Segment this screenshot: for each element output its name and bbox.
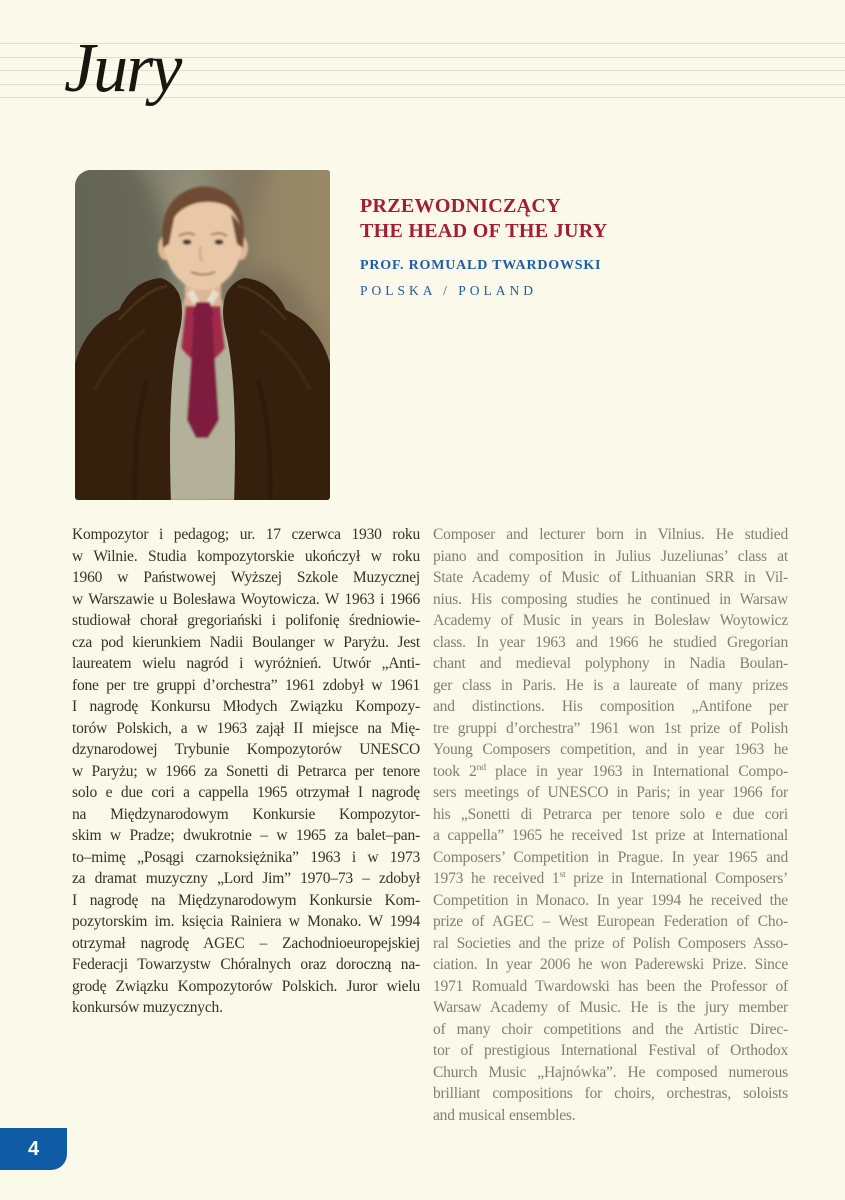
bio-line: ral Societies and the prize of Polish Composers Asso- — [433, 934, 788, 952]
role-line-english: THE HEAD OF THE JURY — [360, 220, 608, 242]
bio-line: of many choir competitions and the Artistic Direc- — [433, 1020, 788, 1038]
bio-line: I nagrodę na Międzynarodowym Konkursie Kom- — [72, 891, 420, 909]
bio-line: Composer and lecturer born in Vilnius. He studied — [433, 526, 788, 543]
bio-line: State Academy of Music of Lithuanian SRR in Vil- — [433, 569, 788, 586]
bio-polish-column — [72, 524, 420, 1019]
role-line-polish: PRZEWODNICZĄCY — [360, 195, 561, 217]
page-number: 4 — [27, 1137, 40, 1160]
juror-name: PROF. ROMUALD TWARDOWSKI — [360, 258, 602, 273]
bio-line: na Międzynarodowym Konkursie Kompozytor- — [72, 805, 420, 823]
bio-line: ger class in Paris. He is a laureate of many prizes — [433, 676, 788, 694]
bio-line: Church Music „Hajnówka”. He composed numerous — [433, 1063, 788, 1081]
bio-line: Young Composers competition, and in year 1963 he — [433, 741, 788, 758]
bio-line: prize of AGEC – West European Federation of Cho- — [433, 913, 788, 930]
bio-line: ciation. In year 2006 he won Paderewski Prize. Since — [433, 956, 788, 973]
bio-line: konkursów muzycznych. — [72, 999, 223, 1016]
bio-line: w Paryżu; w 1966 za Sonetti di Petrarca per tenore — [72, 762, 420, 780]
bio-line: and musical ensembles. — [433, 1106, 576, 1124]
bio-line: Federacji Towarzystw Chóralnych oraz doroczną na- — [72, 956, 420, 973]
bio-line: tor of prestigious International Festival of Orthodox — [433, 1042, 788, 1059]
bio-line: Academy of Music in years in Bolesław Woytowicz — [433, 612, 788, 629]
bio-line: brilliant compositions for choirs, orchestras, soloists — [433, 1085, 788, 1102]
page-title: Jury — [64, 30, 181, 107]
bio-line: class. In year 1963 and 1966 he studied Gregorian — [433, 633, 788, 651]
bio-line: pozytorskim im. księcia Rainiera w Monako. W 1994 — [72, 913, 420, 930]
portrait-photo-graphic — [75, 170, 330, 500]
bio-line: otrzymał nagrodę AGEC – Zachodnioeuropejskiej — [72, 934, 420, 952]
juror-country: POLSKA / POLAND — [360, 283, 538, 298]
bio-line: sers meetings of UNESCO in Paris; in year 1966 for — [433, 784, 788, 801]
bio-line: Composers’ Competition in Prague. In year 1965 and — [433, 848, 788, 866]
bio-line: grodę Związku Kompozytorów Polskich. Juror wielu — [72, 977, 420, 995]
bio-line: piano and composition in Julius Juzeliunas’ class at — [433, 547, 788, 565]
bio-line: tre gruppi d’orchestra” 1961 won 1st prize of Polish — [433, 719, 788, 737]
bio-line: laureatem wielu nagród i wyróżnień. Utwór „Anti- — [72, 655, 420, 672]
bio-line: skim w Pradze; dwukrotnie – w 1965 za balet–pan- — [72, 827, 420, 844]
bio-line: 1973 he received 1st prize in International Composers’ — [433, 868, 788, 887]
bio-line: torów Polskich, a w 1963 zajął II miejsce na Mię- — [72, 719, 420, 737]
bio-line: dzynarodowej Trybunie Kompozytorów UNESCO — [72, 741, 420, 758]
bio-line: Kompozytor i pedagog; ur. 17 czerwca 1930 roku — [72, 526, 420, 543]
bio-line: took 2nd place in year 1963 in International Compo- — [433, 761, 789, 780]
bio-line: w Warszawie u Bolesława Woytowicza. W 1963 i 1966 — [72, 590, 420, 608]
bio-line: studiował chorał gregoriański i polifonię średniowie- — [72, 612, 420, 629]
bio-line: 1971 Romuald Twardowski has been the Professor of — [433, 977, 788, 995]
bio-line: Warsaw Academy of Music. He is the jury member — [433, 999, 788, 1016]
bio-line: za dramat muzyczny „Lord Jim” 1970–73 – zdobył — [72, 870, 420, 887]
bio-line: a cappella” 1965 he received 1st prize at International — [433, 827, 788, 844]
bio-line: cza pod kierunkiem Nadii Boulanger w Paryżu. Jest — [72, 633, 420, 651]
bio-line: fone per tre gruppi d’orchestra” 1961 zdobył w 1961 — [72, 676, 420, 694]
bio-line: his „Sonetti di Petrarca per tenore solo e due cori — [433, 805, 788, 823]
bio-line: to–mimę „Posągi czarnoksiężnika” 1963 i w 1973 — [72, 848, 420, 866]
bio-line: w Wilnie. Studia kompozytorskie ukończył w roku — [72, 547, 420, 565]
bio-line: I nagrodę Konkursu Młodych Związku Kompozy- — [72, 698, 420, 715]
bio-line: Competition in Monaco. In year 1994 he received the — [433, 891, 788, 909]
jury-head-photo — [75, 170, 330, 500]
bio-line: chant and medieval polyphony in Nadia Boulan- — [433, 655, 788, 672]
role-heading — [360, 194, 608, 244]
bio-line: and distinctions. His composition „Antifone per — [433, 698, 788, 715]
bio-english-column — [433, 524, 788, 1126]
bio-line: nius. His composing studies he continued in Warsaw — [433, 590, 788, 608]
bio-line: solo e due cori a cappella 1965 otrzymał I nagrodę — [72, 784, 420, 801]
bio-line: 1960 w Państwowej Wyższej Szkole Muzycznej — [72, 569, 420, 586]
page-number-tab — [0, 1128, 67, 1170]
